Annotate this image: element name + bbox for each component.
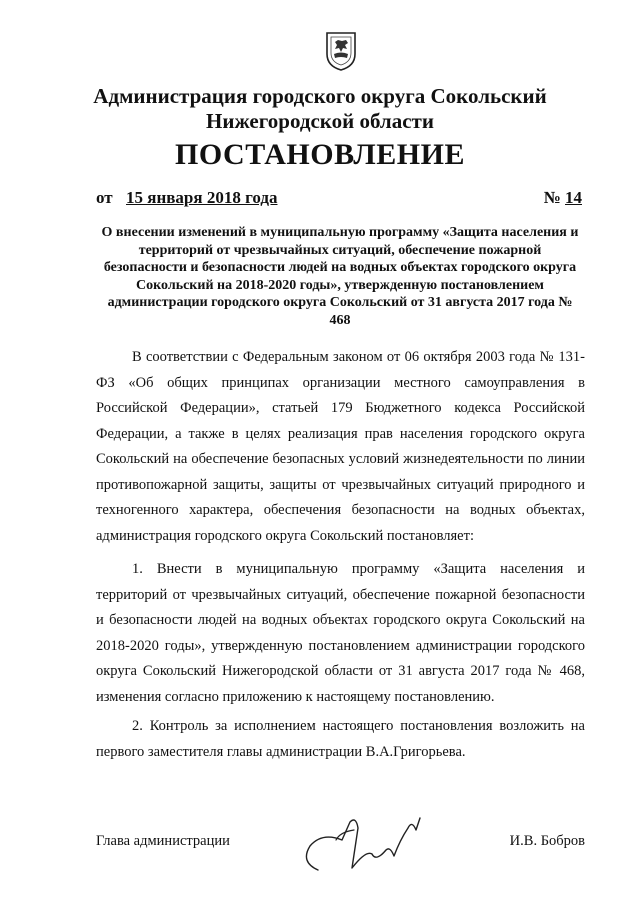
number-value: 14: [565, 188, 582, 207]
date-number-line: [96, 188, 582, 210]
document-title: ПОСТАНОВЛЕНИЕ: [175, 138, 465, 171]
coat-of-arms-icon: [324, 30, 358, 72]
document-number: [544, 188, 582, 208]
signatory-name: И.В. Бобров: [509, 833, 585, 849]
document-subject: О внесении изменений в муниципальную программу «Защита населения и территорий от чрезвычайных ситуаций, обеспечение пожарной безопасности и безопасности людей на водных объектах городского округа Сокольский на 2018-2020 годы», утвержденную постановлением администрации городского округа Сокольский от 31 августа 2017 года № 468: [101, 225, 579, 328]
organization-line-2: Нижегородской области: [206, 109, 434, 133]
item-1-paragraph: 1. Внести в муниципальную программу «Защита населения и территорий от чрезвычайных ситуаций, обеспечение пожарной безопасности и безопасности людей на водных объектах городского округа Сокольский на 2018-2020 годы», утвержденную постановлением администрации городского округа Сокольский Нижегородской области от 31 августа 2017 года № 468, изменения согласно приложению к настоящему постановлению.: [96, 561, 585, 705]
signatory-role: Глава администрации: [96, 833, 230, 849]
preamble-paragraph: В соответствии с Федеральным законом от 06 октября 2003 года № 131-ФЗ «Об общих принципах организации местного самоуправления в Российской Федерации», статьей 179 Бюджетного кодекса Российской Федерации, а также в целях реализация прав населения городского округа Сокольский на обеспечение безопасных условий жизнедеятельности по линии противопожарной защиты, защиты от чрезвычайных ситуаций природного и техногенного характера, обеспечения безопасности на водных объектах, администрация городского округа Сокольский постановляет:: [96, 349, 585, 544]
organization-name: [0, 84, 640, 134]
organization-line-1: Администрация городского округа Сокольский: [93, 84, 547, 108]
from-label: от: [96, 188, 113, 207]
item-2-paragraph: 2. Контроль за исполнением настоящего постановления возложить на первого заместителя главы администрации В.А.Григорьева.: [96, 718, 585, 760]
handwritten-signature-icon: [296, 810, 446, 880]
document-date: 15 января 2018 года: [126, 188, 278, 207]
document-body: [96, 345, 585, 769]
number-label: №: [543, 188, 561, 207]
